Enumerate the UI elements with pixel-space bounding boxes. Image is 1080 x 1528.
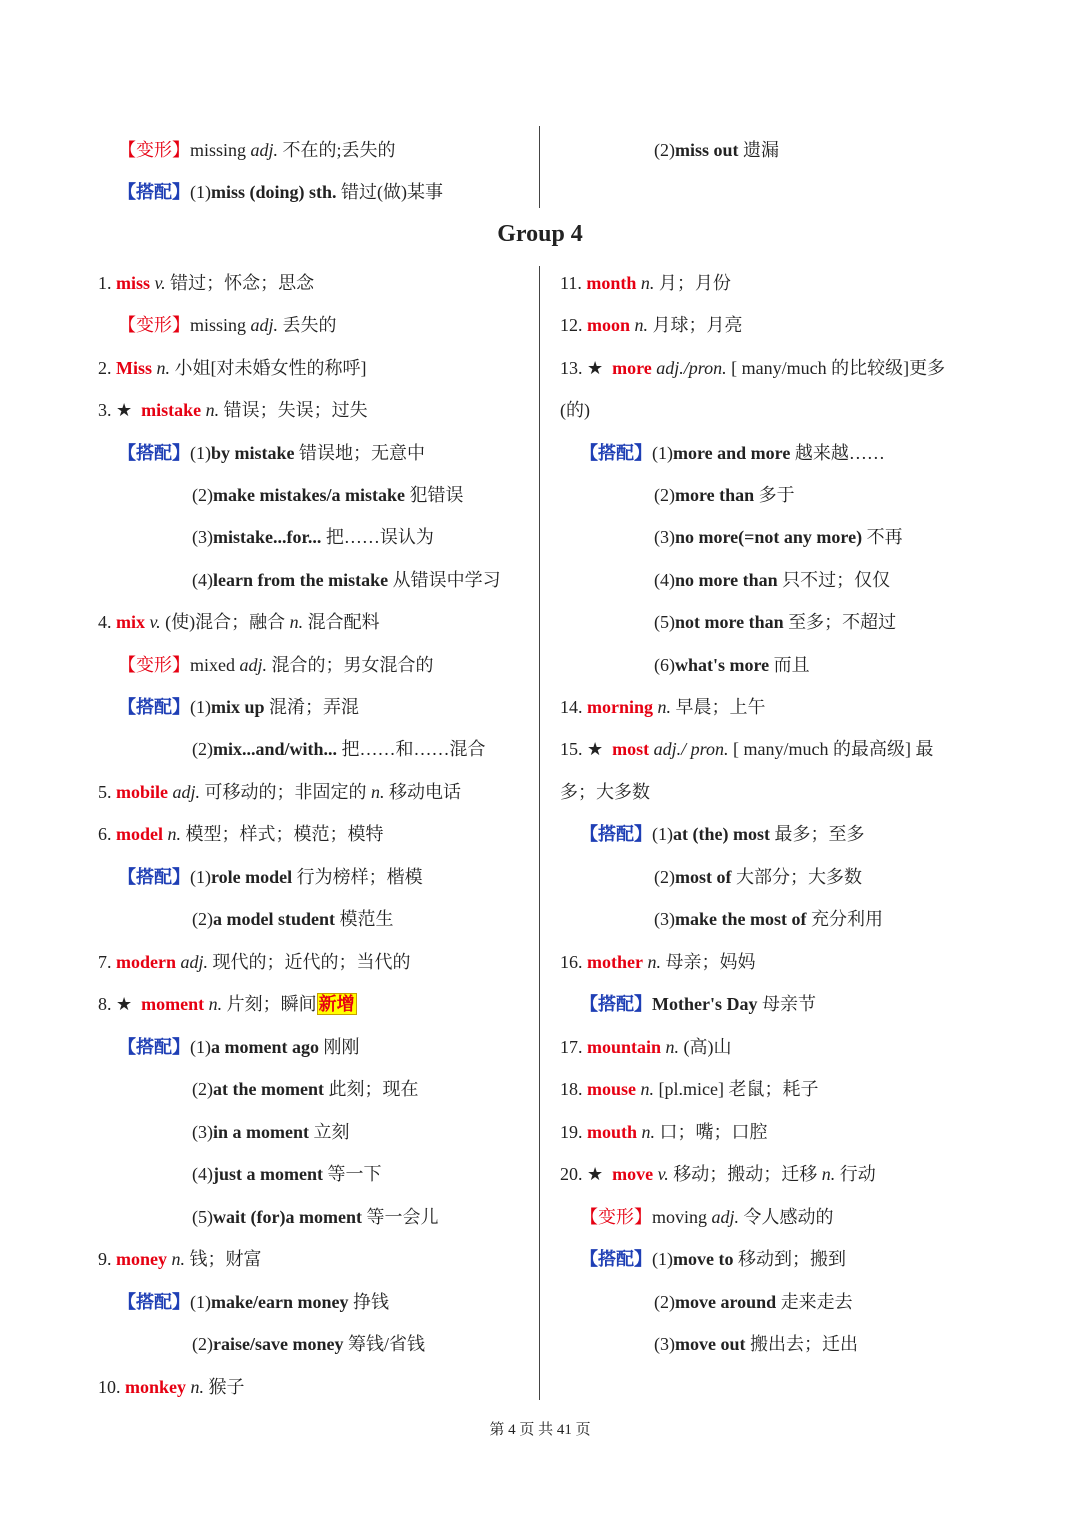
star-icon: ★ xyxy=(116,994,133,1014)
entry-collocation: 【搭配】(1)a moment ago 刚刚 xyxy=(118,1037,360,1057)
entry-collocation: (2)miss out 遗漏 xyxy=(654,140,780,160)
entry-mobile: 5. mobile adj. 可移动的；非固定的 n. 移动电话 xyxy=(98,782,462,802)
entry-variant: 【变形】moving adj. 令人感动的 xyxy=(580,1207,834,1227)
entry-mouse: 18. mouse n. [pl.mice] 老鼠；耗子 xyxy=(560,1079,819,1099)
entry-model: 6. model n. 模型；样式；模范；模特 xyxy=(98,824,384,844)
entry-mix: 4. mix v. (使)混合；融合 n. 混合配料 xyxy=(98,612,380,632)
collocation-item: (4)learn from the mistake 从错误中学习 xyxy=(192,570,501,590)
entry-collocation: 【搭配】(1)at (the) most 最多；至多 xyxy=(580,824,865,844)
star-icon: ★ xyxy=(587,1164,604,1184)
collocation-item: (3)no more(=not any more) 不再 xyxy=(654,527,903,547)
collocation-item: (4)just a moment 等一下 xyxy=(192,1164,382,1184)
entry-collocation: 【搭配】(1)make/earn money 挣钱 xyxy=(118,1292,389,1312)
column-divider-top xyxy=(539,126,540,208)
entry-variant: 【变形】missing adj. 不在的;丢失的 xyxy=(118,140,396,160)
entry-variant: 【变形】missing adj. 丢失的 xyxy=(118,315,337,335)
collocation-item: (2)more than 多于 xyxy=(654,485,795,505)
entry-collocation: 【搭配】(1)move to 移动到；搬到 xyxy=(580,1249,846,1269)
entry-modern: 7. modern adj. 现代的；近代的；当代的 xyxy=(98,952,411,972)
entry-mountain: 17. mountain n. (高)山 xyxy=(560,1037,732,1057)
collocation-item: (4)no more than 只不过；仅仅 xyxy=(654,570,891,590)
collocation-item: (5)not more than 至多；不超过 xyxy=(654,612,897,632)
entry-more-cont: (的) xyxy=(560,400,590,420)
entry-mouth: 19. mouth n. 口；嘴；口腔 xyxy=(560,1122,768,1142)
variant-tag: 【变形】 xyxy=(118,140,190,160)
collocation-item: (2)make mistakes/a mistake 犯错误 xyxy=(192,485,464,505)
entry-month: 11. month n. 月；月份 xyxy=(560,273,731,293)
collocation-item: (2)a model student 模范生 xyxy=(192,909,394,929)
page-footer: 第 4 页 共 41 页 xyxy=(489,1422,591,1438)
entry-collocation: 【搭配】(1)miss (doing) sth. 错过(做)某事 xyxy=(118,182,444,202)
collocation-item: (2)at the moment 此刻；现在 xyxy=(192,1079,419,1099)
entry-collocation: 【搭配】Mother's Day 母亲节 xyxy=(580,994,816,1014)
star-icon: ★ xyxy=(116,400,133,420)
star-icon: ★ xyxy=(587,739,604,759)
entry-monkey: 10. monkey n. 猴子 xyxy=(98,1377,245,1397)
collocation-item: (3)move out 搬出去；迁出 xyxy=(654,1334,858,1354)
collocation-item: (6)what's more 而且 xyxy=(654,655,810,675)
collocation-item: (3)in a moment 立刻 xyxy=(192,1122,350,1142)
entry-mother: 16. mother n. 母亲；妈妈 xyxy=(560,952,756,972)
collocation-item: (2)mix...and/with... 把……和……混合 xyxy=(192,739,486,759)
collocation-item: (5)wait (for)a moment 等一会儿 xyxy=(192,1207,439,1227)
column-divider xyxy=(539,266,540,1400)
entry-collocation: 【搭配】(1)more and more 越来越…… xyxy=(580,443,885,463)
entry-moment: 8. ★ moment n. 片刻；瞬间 新增 xyxy=(98,994,355,1014)
new-badge: 新增 xyxy=(318,994,355,1014)
group-title: Group 4 xyxy=(497,221,583,247)
entry-collocation: 【搭配】(1)role model 行为榜样；楷模 xyxy=(118,867,423,887)
entry-morning: 14. morning n. 早晨；上午 xyxy=(560,697,766,717)
star-icon: ★ xyxy=(587,358,604,378)
entry-mistake: 3. ★ mistake n. 错误；失误；过失 xyxy=(98,400,368,420)
entry-more: 13. ★ more adj./pron. [ many/much 的比较级]更多 xyxy=(560,358,946,378)
entry-moon: 12. moon n. 月球；月亮 xyxy=(560,315,743,335)
entry-move: 20. ★ move v. 移动；搬动；迁移 n. 行动 xyxy=(560,1164,876,1184)
entry-variant: 【变形】mixed adj. 混合的；男女混合的 xyxy=(118,655,434,675)
collocation-item: (2)raise/save money 筹钱/省钱 xyxy=(192,1334,425,1354)
collocation-item: (2)move around 走来走去 xyxy=(654,1292,853,1312)
entry-miss: 1. miss v. 错过；怀念；思念 xyxy=(98,273,315,293)
entry-most-cont: 多；大多数 xyxy=(560,782,650,802)
collocation-item: (2)most of 大部分；大多数 xyxy=(654,867,862,887)
entry-Miss: 2. Miss n. 小姐[对未婚女性的称呼] xyxy=(98,358,367,378)
entry-most: 15. ★ most adj./ pron. [ many/much 的最高级] 最 xyxy=(560,739,934,759)
entry-collocation: 【搭配】(1)mix up 混淆；弄混 xyxy=(118,697,360,717)
entry-collocation: 【搭配】(1)by mistake 错误地；无意中 xyxy=(118,443,426,463)
collocation-item: (3)mistake...for... 把……误认为 xyxy=(192,527,434,547)
entry-money: 9. money n. 钱；财富 xyxy=(98,1249,262,1269)
collocation-item: (3)make the most of 充分利用 xyxy=(654,909,883,929)
collocation-tag: 【搭配】 xyxy=(118,182,190,202)
